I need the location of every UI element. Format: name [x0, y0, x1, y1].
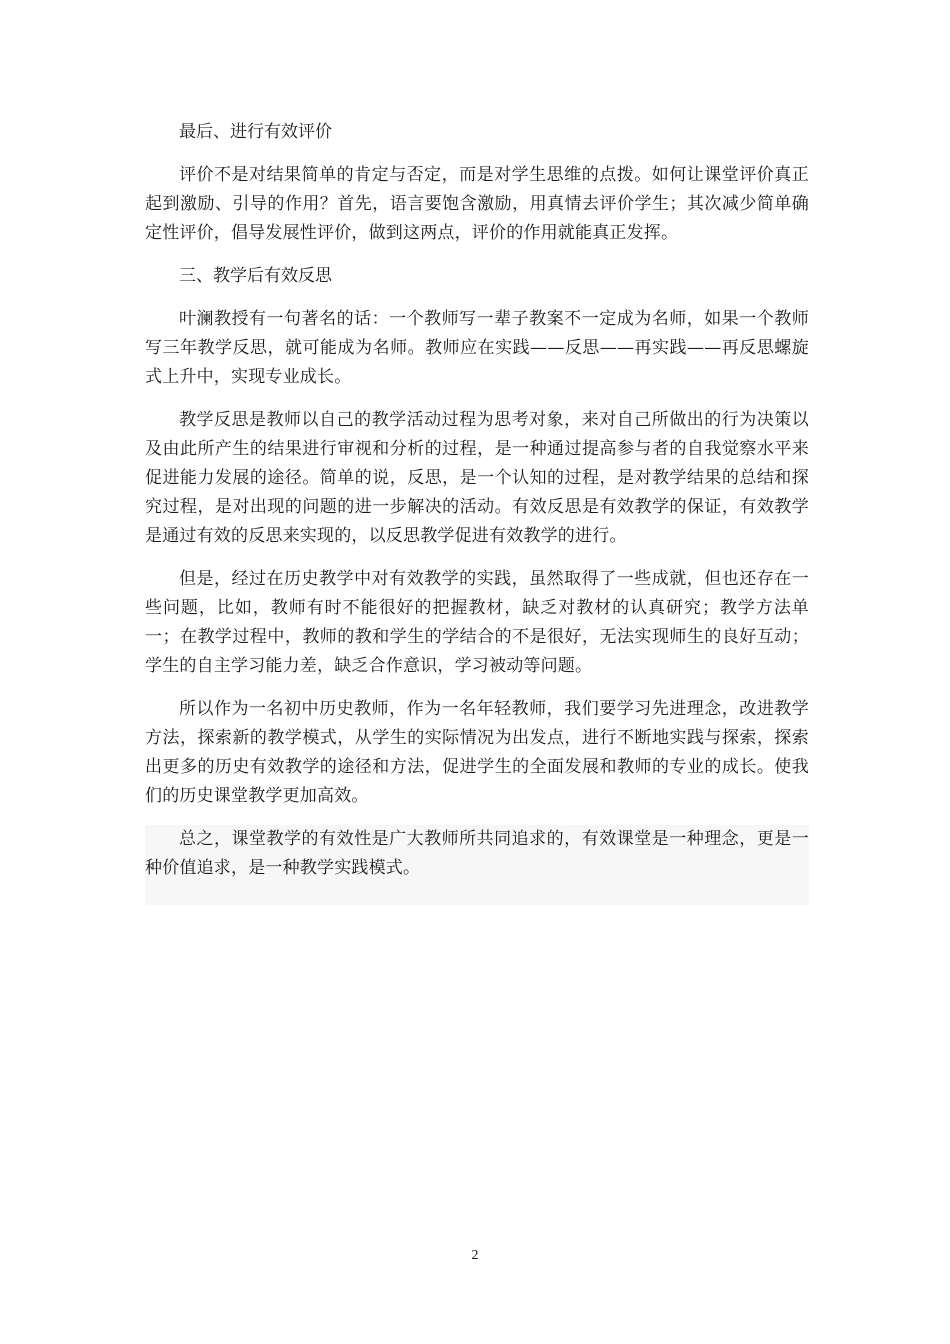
paragraph-ye-lan-quote: 叶澜教授有一句著名的话：一个教师写一辈子教案不一定成为名师，如果一个教师写三年教学反思，就可能成为名师。教师应在实践——反思——再实践——再反思螺旋式上升中，实现专业成长。 — [145, 309, 809, 387]
paragraph-young-teacher: 所以作为一名初中历史教师，作为一名年轻教师，我们要学习先进理念，改进教学方法，探索新的教学模式，从学生的实际情况为出发点，进行不断地实践与探索，探索出更多的历史有效教学的途径和方法，促进学生的全面发展和教师的专业的成长。使我们的历史课堂教学更加高效。 — [145, 699, 809, 806]
section-heading-final-evaluation: 最后、进行有效评价 — [179, 122, 332, 142]
paragraph-conclusion: 总之，课堂教学的有效性是广大教师所共同追求的，有效课堂是一种理念，更是一种价值追求，是一种教学实践模式。 — [145, 825, 809, 905]
page-content — [145, 118, 809, 905]
section-heading-reflection: 三、教学后有效反思 — [179, 266, 332, 286]
page-number: 2 — [471, 1248, 479, 1263]
paragraph-evaluation: 评价不是对结果简单的肯定与否定，而是对学生思维的点拨。如何让课堂评价真正起到激励、引导的作用？首先，语言要饱含激励，用真情去评价学生；其次减少简单确定性评价，倡导发展性评价，做到这两点，评价的作用就能真正发挥。 — [145, 165, 809, 243]
paragraph-problems: 但是，经过在历史教学中对有效教学的实践，虽然取得了一些成就，但也还存在一些问题，比如，教师有时不能很好的把握教材，缺乏对教材的认真研究；教学方法单一；在教学过程中，教师的教和学生的学结合的不是很好，无法实现师生的良好互动；学生的自主学习能力差，缺乏合作意识，学习被动等问题。 — [145, 569, 809, 676]
paragraph-teaching-reflection: 教学反思是教师以自己的教学活动过程为思考对象，来对自己所做出的行为决策以及由此所产生的结果进行审视和分析的过程，是一种通过提高参与者的自我觉察水平来促进能力发展的途径。简单的说，反思，是一个认知的过程，是对教学结果的总结和探究过程，是对出现的问题的进一步解决的活动。有效反思是有效教学的保证，有效教学是通过有效的反思来实现的，以反思教学促进有效教学的进行。 — [145, 410, 809, 546]
